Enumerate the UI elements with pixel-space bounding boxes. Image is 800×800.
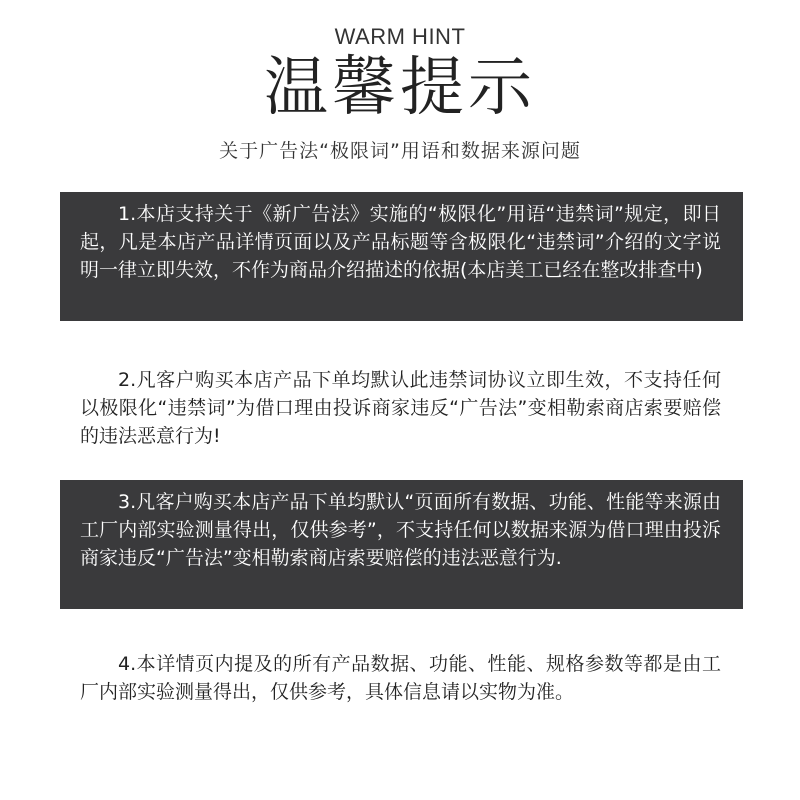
notice-panel-3	[60, 480, 743, 609]
eyebrow-text: WARM HINT	[334, 24, 466, 49]
notice-text-2: 2.凡客户购买本店产品下单均默认此违禁词协议立即生效，不支持任何以极限化“违禁词”为借口理由投诉商家违反“广告法”变相勒索商店索要赔偿的违法恶意行为!	[80, 369, 721, 447]
notice-text-1: 1.本店支持关于《新广告法》实施的“极限化”用语“违禁词”规定，即日起，凡是本店产品详情页面以及产品标题等含极限化“违禁词”介绍的文字说明一律立即失效，不作为商品介绍描述的依据(本店美工已经在整改排查中)	[80, 203, 721, 281]
notice-text-3: 3.凡客户购买本店产品下单均默认“页面所有数据、功能、性能等来源由工厂内部实验测量得出，仅供参考”，不支持任何以数据来源为借口理由投泝商家违反“广告法”变相勒索商店索要赔偿的违法恶意行为.	[80, 491, 721, 569]
notice-panel-1	[60, 192, 743, 321]
notice-panel-4	[60, 642, 743, 708]
page-title: 温馨提示	[264, 51, 536, 125]
notice-panel-2	[60, 358, 743, 448]
page-subtitle: 关于广告法“极限词”用语和数据来源问题	[219, 140, 581, 162]
notice-text-4: 4.本详情页内提及的所有产品数据、功能、性能、规格参数等都是由工厂内部实验测量得出，仅供参考，具体信息请以实物为准。	[80, 653, 721, 703]
